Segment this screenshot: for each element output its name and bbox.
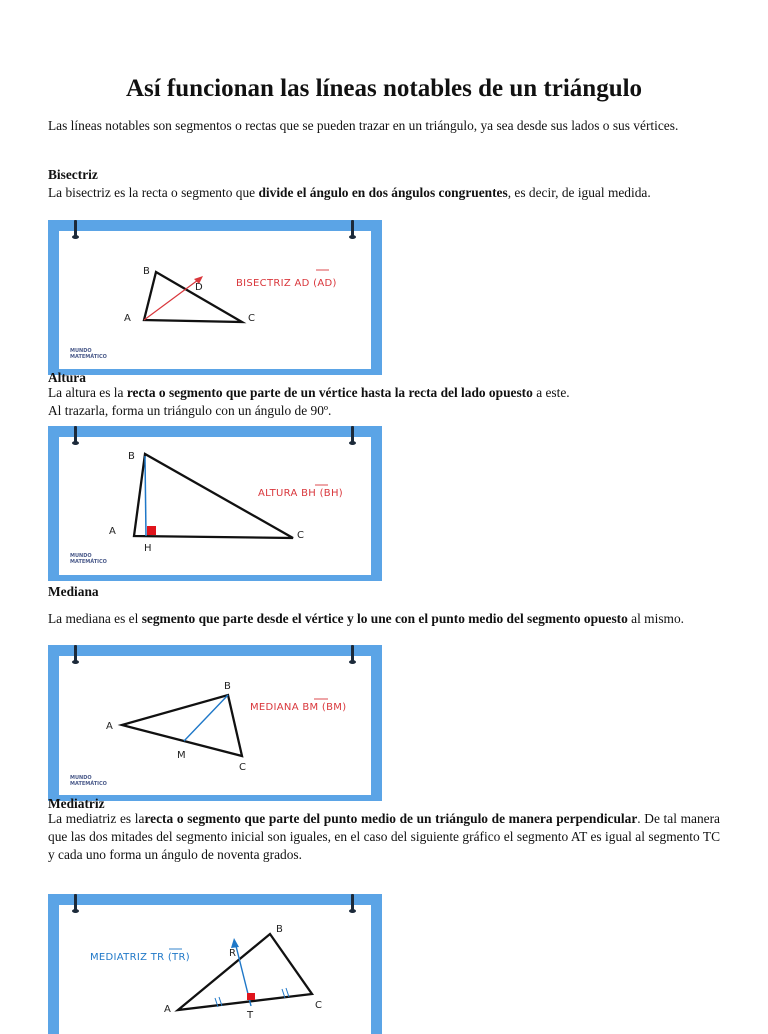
label-a: A <box>124 313 131 324</box>
logo-line1: MUNDO <box>70 553 92 559</box>
bisectriz-paragraph: La bisectriz es la recta o segmento que divide el ángulo en dos ángulos congruentes, es decir, de igual medida. <box>48 185 651 200</box>
altura-figure <box>48 426 382 581</box>
logo-line2: MATEMÁTICO <box>70 781 107 787</box>
mediana-caption: MEDIANA BM (BM) <box>250 702 347 713</box>
label-r: R <box>229 948 236 959</box>
label-m: M <box>177 750 186 761</box>
label-c: C <box>248 313 255 324</box>
label-a: A <box>164 1004 171 1015</box>
mediatriz-heading: Mediatriz <box>48 796 105 811</box>
intro-paragraph: Las líneas notables son segmentos o rectas que se pueden trazar en un triángulo, ya sea desde sus lados o sus vértices. <box>48 118 679 133</box>
label-h: H <box>144 543 152 554</box>
logo-line1: MUNDO <box>70 348 92 354</box>
label-c: C <box>297 530 304 541</box>
label-b: B <box>143 266 150 277</box>
label-c: C <box>239 762 246 773</box>
bisectriz-diagram <box>48 220 382 375</box>
label-b: B <box>224 681 231 692</box>
mediatriz-figure <box>48 894 382 1034</box>
mediana-figure <box>48 645 382 801</box>
logo-line1: MUNDO <box>70 775 92 781</box>
mediana-heading: Mediana <box>48 584 99 599</box>
label-b: B <box>128 451 135 462</box>
label-t: T <box>247 1010 254 1021</box>
logo-line2: MATEMÁTICO <box>70 559 107 565</box>
mediatriz-paragraph: La mediatriz es larecta o segmento que parte del punto medio de un triángulo de manera perpendicular. De tal manera que las dos mitades del segmento inicial son iguales, en el caso del siguiente gráfico el segmento AT es igual al segmento TC y cada uno forma un ángulo de noventa grados. <box>48 811 720 862</box>
altura-paragraph: La altura es la recta o segmento que parte de un vértice hasta la recta del lado opuesto a este. <box>48 385 570 400</box>
mediatriz-diagram <box>48 894 382 1034</box>
label-c: C <box>315 1000 322 1011</box>
label-a: A <box>106 721 113 732</box>
mediana-diagram <box>48 645 382 801</box>
label-d: D <box>195 282 203 293</box>
bisectriz-caption: BISECTRIZ AD (AD) <box>236 278 337 289</box>
altura-caption: ALTURA BH (BH) <box>258 488 343 499</box>
label-a: A <box>109 526 116 537</box>
altura-line2: Al trazarla, forma un triángulo con un ángulo de 90º. <box>48 403 332 418</box>
label-b: B <box>276 924 283 935</box>
mediana-paragraph: La mediana es el segmento que parte desde el vértice y lo une con el punto medio del segmento opuesto al mismo. <box>48 611 684 626</box>
logo-line2: MATEMÁTICO <box>70 354 107 360</box>
mediatriz-caption: MEDIATRIZ TR (TR) <box>90 952 190 963</box>
page-title: Así funcionan las líneas notables de un triángulo <box>125 75 643 102</box>
bisectriz-figure <box>48 220 382 375</box>
altura-diagram <box>48 426 382 581</box>
bisectriz-heading: Bisectriz <box>48 167 98 182</box>
altura-heading: Altura <box>48 370 86 385</box>
